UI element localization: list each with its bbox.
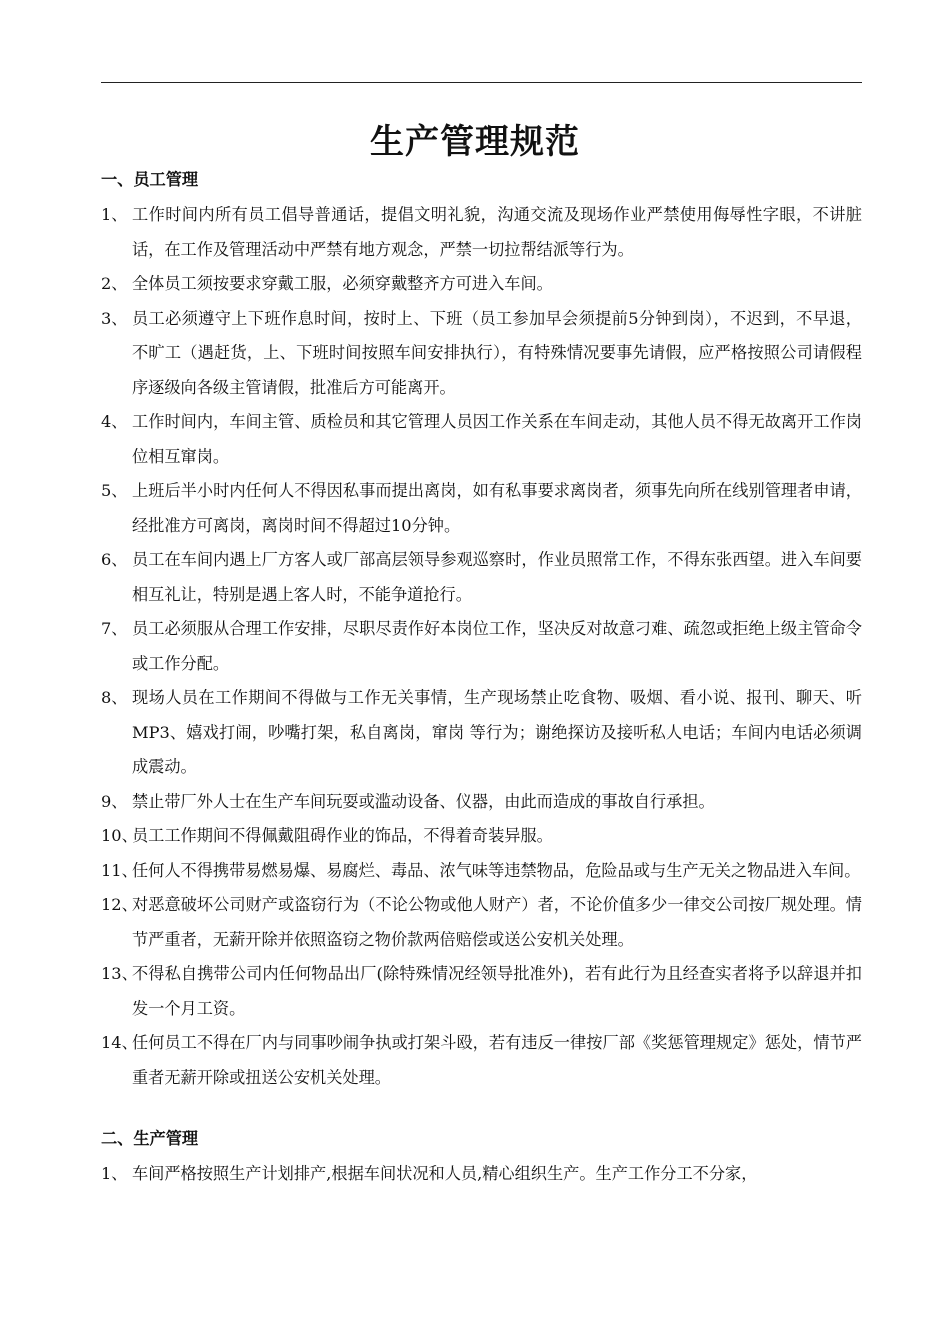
item-number: 1、 xyxy=(101,205,128,224)
item-text: 上班后半小时内任何人不得因私事而提出离岗，如有私事要求离岗者，须事先向所在线别管理者申请，经批准方可离岗，离岗时间不得超过10分钟。 xyxy=(132,481,862,535)
list-item xyxy=(101,888,862,957)
list-item xyxy=(101,543,862,612)
section-spacer xyxy=(101,1095,862,1125)
list-item xyxy=(101,612,862,681)
section-heading: 一、员工管理 xyxy=(101,170,199,189)
item-text: 任何员工不得在厂内与同事吵闹争执或打架斗殴，若有违反一律按厂部《奖惩管理规定》惩处，情节严重者无薪开除或扭送公安机关处理。 xyxy=(132,1033,862,1087)
section-production-management xyxy=(101,1125,862,1192)
item-text: 员工在车间内遇上厂方客人或厂部高层领导参观巡察时，作业员照常工作，不得东张西望。进入车间要相互礼让，特别是遇上客人时，不能争道抢行。 xyxy=(132,550,862,604)
item-text: 任何人不得携带易燃易爆、易腐烂、毒品、浓气味等违禁物品，危险品或与生产无关之物品进入车间。 xyxy=(132,860,861,880)
list-item xyxy=(101,474,862,543)
item-text: 对恶意破坏公司财产或盗窃行为（不论公物或他人财产）者，不论价值多少一律交公司按厂规处理。情节严重者，无薪开除并依照盗窃之物价款两倍赔偿或送公安机关处理。 xyxy=(132,895,862,949)
item-number: 11、 xyxy=(101,860,138,880)
item-text: 不得私自携带公司内任何物品出厂(除特殊情况经领导批准外)，若有此行为且经查实者将予以辞退并扣发一个月工资。 xyxy=(132,964,862,1018)
list-item xyxy=(101,198,862,267)
item-text: 员工必须遵守上下班作息时间，按时上、下班（员工参加早会须提前5分钟到岗），不迟到，不早退，不旷工（遇赶货，上、下班时间按照车间安排执行），有特殊情况要事先请假，应严格按照公司请假程序逐级向各级主管请假，批准后方可能离开。 xyxy=(132,308,862,397)
list-item xyxy=(101,1157,862,1192)
item-number: 4、 xyxy=(101,412,128,431)
list-item xyxy=(101,957,862,1026)
item-text: 员工必须服从合理工作安排，尽职尽责作好本岗位工作，坚决反对故意刁难、疏忽或拒绝上级主管命令或工作分配。 xyxy=(132,619,862,673)
item-text: 全体员工须按要求穿戴工服，必须穿戴整齐方可进入车间。 xyxy=(132,274,553,293)
item-number: 14、 xyxy=(101,1033,138,1052)
item-text: 员工工作期间不得佩戴阻碍作业的饰品，不得着奇装异服。 xyxy=(132,826,553,845)
item-number: 5、 xyxy=(101,481,128,500)
item-number: 13、 xyxy=(101,964,138,983)
document-title: 生产管理规范 xyxy=(370,122,580,162)
section-heading: 二、生产管理 xyxy=(101,1129,199,1148)
item-number: 6、 xyxy=(101,550,128,569)
list-item xyxy=(101,267,862,302)
item-text: 车间严格按照生产计划排产,根据车间状况和人员,精心组织生产。生产工作分工不分家， xyxy=(132,1164,758,1183)
header-rule xyxy=(101,82,862,83)
item-number: 7、 xyxy=(101,619,128,638)
list-item xyxy=(101,302,862,406)
item-text: 禁止带厂外人士在生产车间玩耍或滥动设备、仪器，由此而造成的事故自行承担。 xyxy=(132,791,715,811)
list-item xyxy=(101,681,862,785)
item-text: 工作时间内所有员工倡导普通话，提倡文明礼貌，沟通交流及现场作业严禁使用侮辱性字眼，不讲脏话，在工作及管理活动中严禁有地方观念，严禁一切拉帮结派等行为。 xyxy=(132,205,862,259)
item-text: 现场人员在工作期间不得做与工作无关事情，生产现场禁止吃食物、吸烟、看小说、报刊、聊天、听MP3、嬉戏打闹，吵嘴打架，私自离岗，窜岗 等行为；谢绝探访及接听私人电话；车间内电话必须调成震动。 xyxy=(132,688,862,776)
item-number: 2、 xyxy=(101,274,128,293)
item-text: 工作时间内，车间主管、质检员和其它管理人员因工作关系在车间走动，其他人员不得无故离开工作岗位相互窜岗。 xyxy=(132,412,862,466)
section-employee-management xyxy=(101,166,862,1095)
item-number: 1、 xyxy=(101,1164,128,1183)
item-number: 8、 xyxy=(101,688,128,707)
item-number: 3、 xyxy=(101,308,128,328)
document-body xyxy=(101,166,862,1192)
list-item xyxy=(101,854,862,889)
item-number: 9、 xyxy=(101,791,128,811)
list-item xyxy=(101,819,862,854)
item-number: 12、 xyxy=(101,895,138,914)
list-item xyxy=(101,1026,862,1095)
list-item xyxy=(101,405,862,474)
item-number: 10、 xyxy=(101,826,138,845)
list-item xyxy=(101,785,862,820)
